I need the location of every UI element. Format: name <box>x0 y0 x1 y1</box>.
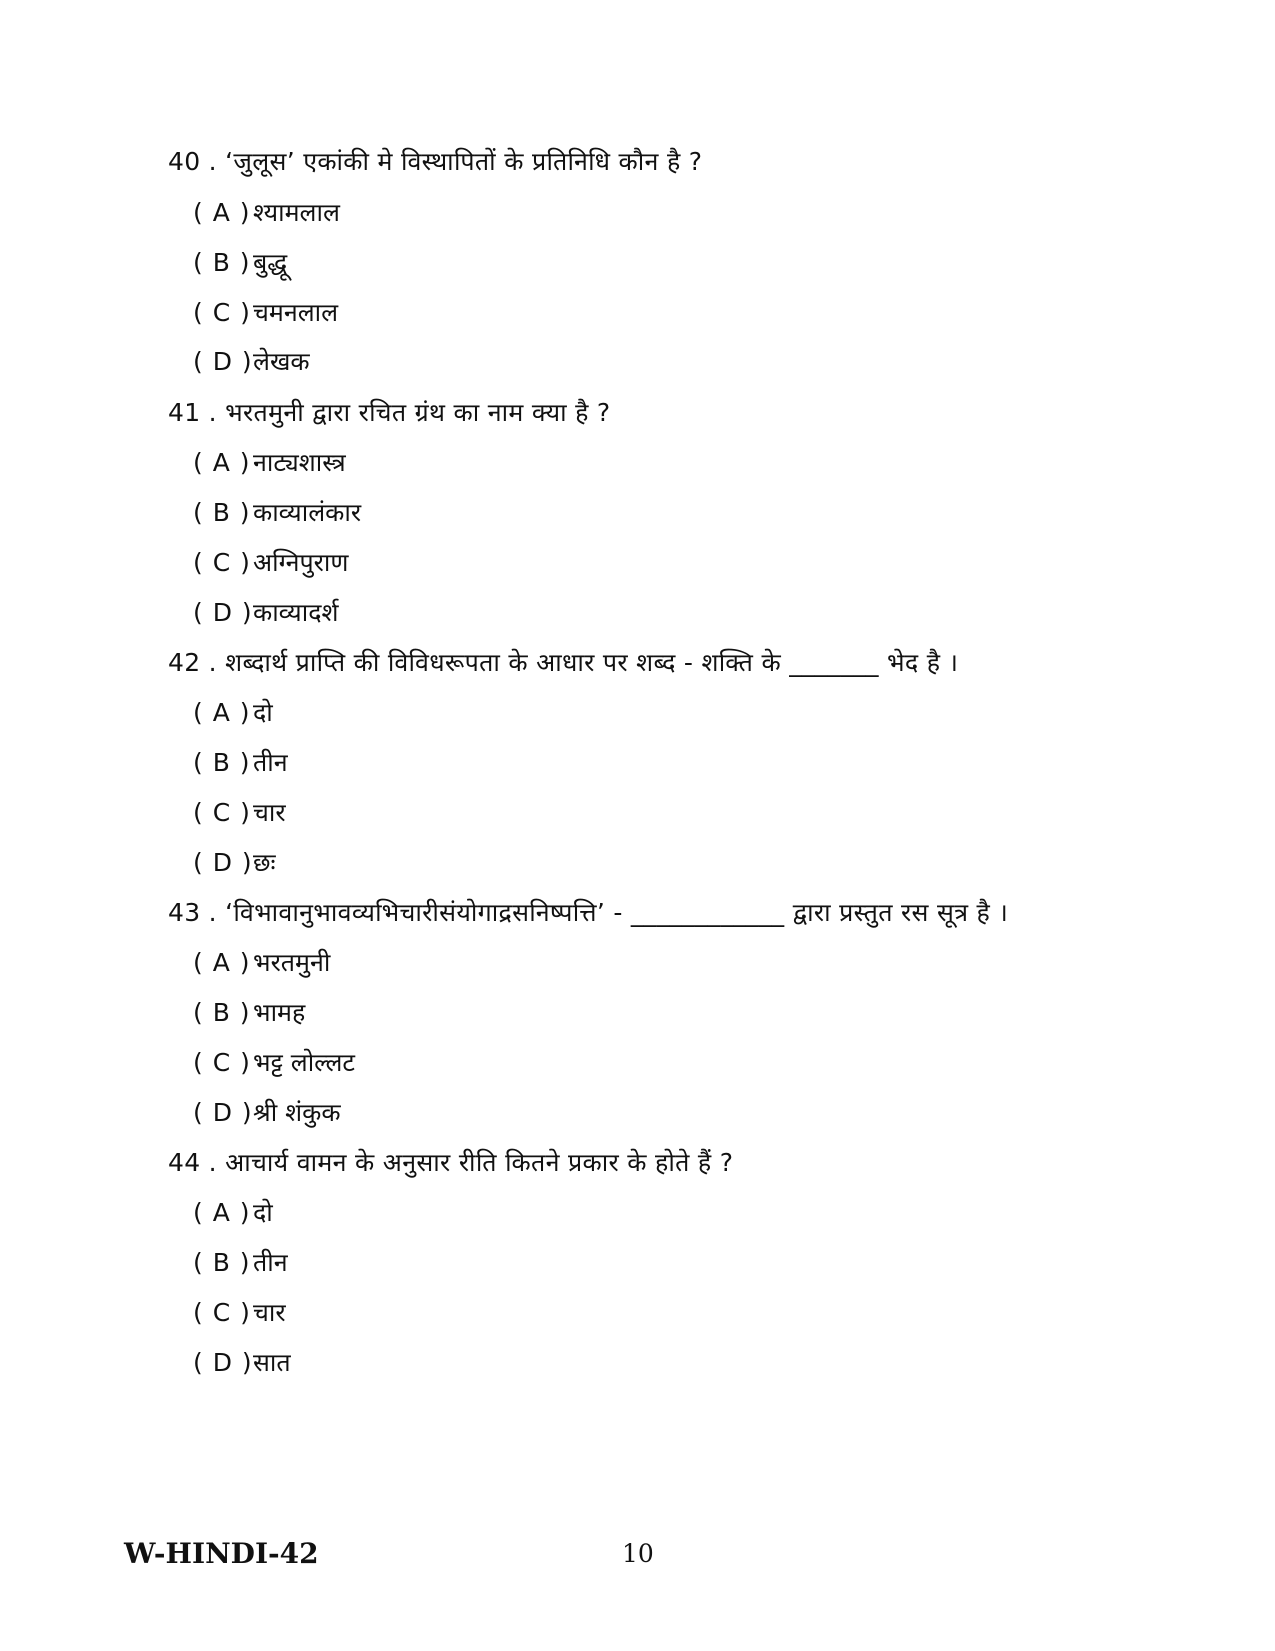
option-text: भरतमुनी <box>253 948 331 977</box>
option-b <box>193 746 288 780</box>
exam-code: W-HINDI-42 <box>124 1537 319 1570</box>
question-40: 40 . ‘जुलूस’ एकांकी मे विस्थापितों के प्रतिनिधि कौन है ? <box>168 147 703 176</box>
option-letter: ( D ) <box>193 1348 253 1377</box>
option-letter: ( D ) <box>193 347 253 376</box>
option-a <box>193 196 340 230</box>
option-text: काव्यालंकार <box>253 498 362 527</box>
question-42: 42 . शब्दार्थ प्राप्ति की विविधरूपता के आधार पर शब्द - शक्ति के _______ भेद है । <box>168 648 959 677</box>
option-text: श्री शंकुक <box>253 1098 341 1127</box>
option-text: भट्ट लोल्लट <box>253 1048 355 1077</box>
page-number: 10 <box>622 1539 654 1568</box>
option-a <box>193 1196 273 1230</box>
option-b <box>193 996 305 1030</box>
option-letter: ( C ) <box>193 298 251 327</box>
option-b <box>193 496 361 530</box>
option-text: तीन <box>253 748 288 777</box>
option-d <box>193 345 310 379</box>
option-letter: ( A ) <box>193 698 251 727</box>
option-text: तीन <box>253 1248 288 1277</box>
option-a <box>193 446 346 480</box>
option-b <box>193 1246 288 1280</box>
option-letter: ( C ) <box>193 548 251 577</box>
option-text: नाट्यशास्त्र <box>253 448 346 477</box>
option-text: श्यामलाल <box>253 198 340 227</box>
question-41: 41 . भरतमुनी द्वारा रचित ग्रंथ का नाम क्या है ? <box>168 398 611 427</box>
option-c <box>193 1046 355 1080</box>
option-letter: ( D ) <box>193 1098 253 1127</box>
option-text: काव्यादर्श <box>253 598 339 627</box>
question-44: 44 . आचार्य वामन के अनुसार रीति कितने प्रकार के होते हैं ? <box>168 1148 734 1177</box>
option-d <box>193 1346 291 1380</box>
option-b <box>193 246 287 280</box>
option-text: चमनलाल <box>253 298 339 327</box>
option-letter: ( D ) <box>193 848 253 877</box>
option-letter: ( A ) <box>193 948 251 977</box>
option-d <box>193 846 276 880</box>
option-letter: ( A ) <box>193 1198 251 1227</box>
option-d <box>193 1096 341 1130</box>
option-letter: ( C ) <box>193 1048 251 1077</box>
option-a <box>193 946 330 980</box>
option-text: भामह <box>253 998 306 1027</box>
option-letter: ( B ) <box>193 998 251 1027</box>
option-letter: ( B ) <box>193 1248 251 1277</box>
option-letter: ( B ) <box>193 498 251 527</box>
option-text: चार <box>253 1298 286 1327</box>
option-c <box>193 546 348 580</box>
option-text: दो <box>253 698 273 727</box>
option-d <box>193 596 338 630</box>
option-text: दो <box>253 1198 273 1227</box>
option-letter: ( C ) <box>193 1298 251 1327</box>
option-text: सात <box>253 1348 291 1377</box>
option-text: अग्निपुराण <box>253 548 349 577</box>
option-c <box>193 1296 286 1330</box>
question-43: 43 . ‘विभावानुभावव्यभिचारीसंयोगाद्रसनिष्पत्ति’ - ____________ द्वारा प्रस्तुत रस सूत्र है । <box>168 898 1009 927</box>
option-text: चार <box>253 798 286 827</box>
option-text: बुद्धू <box>253 248 288 277</box>
option-text: छः <box>253 848 276 877</box>
option-text: लेखक <box>253 347 310 376</box>
option-letter: ( B ) <box>193 748 251 777</box>
option-c <box>193 296 338 330</box>
option-a <box>193 696 273 730</box>
option-c <box>193 796 286 830</box>
option-letter: ( C ) <box>193 798 251 827</box>
option-letter: ( D ) <box>193 598 253 627</box>
option-letter: ( A ) <box>193 198 251 227</box>
option-letter: ( A ) <box>193 448 251 477</box>
option-letter: ( B ) <box>193 248 251 277</box>
